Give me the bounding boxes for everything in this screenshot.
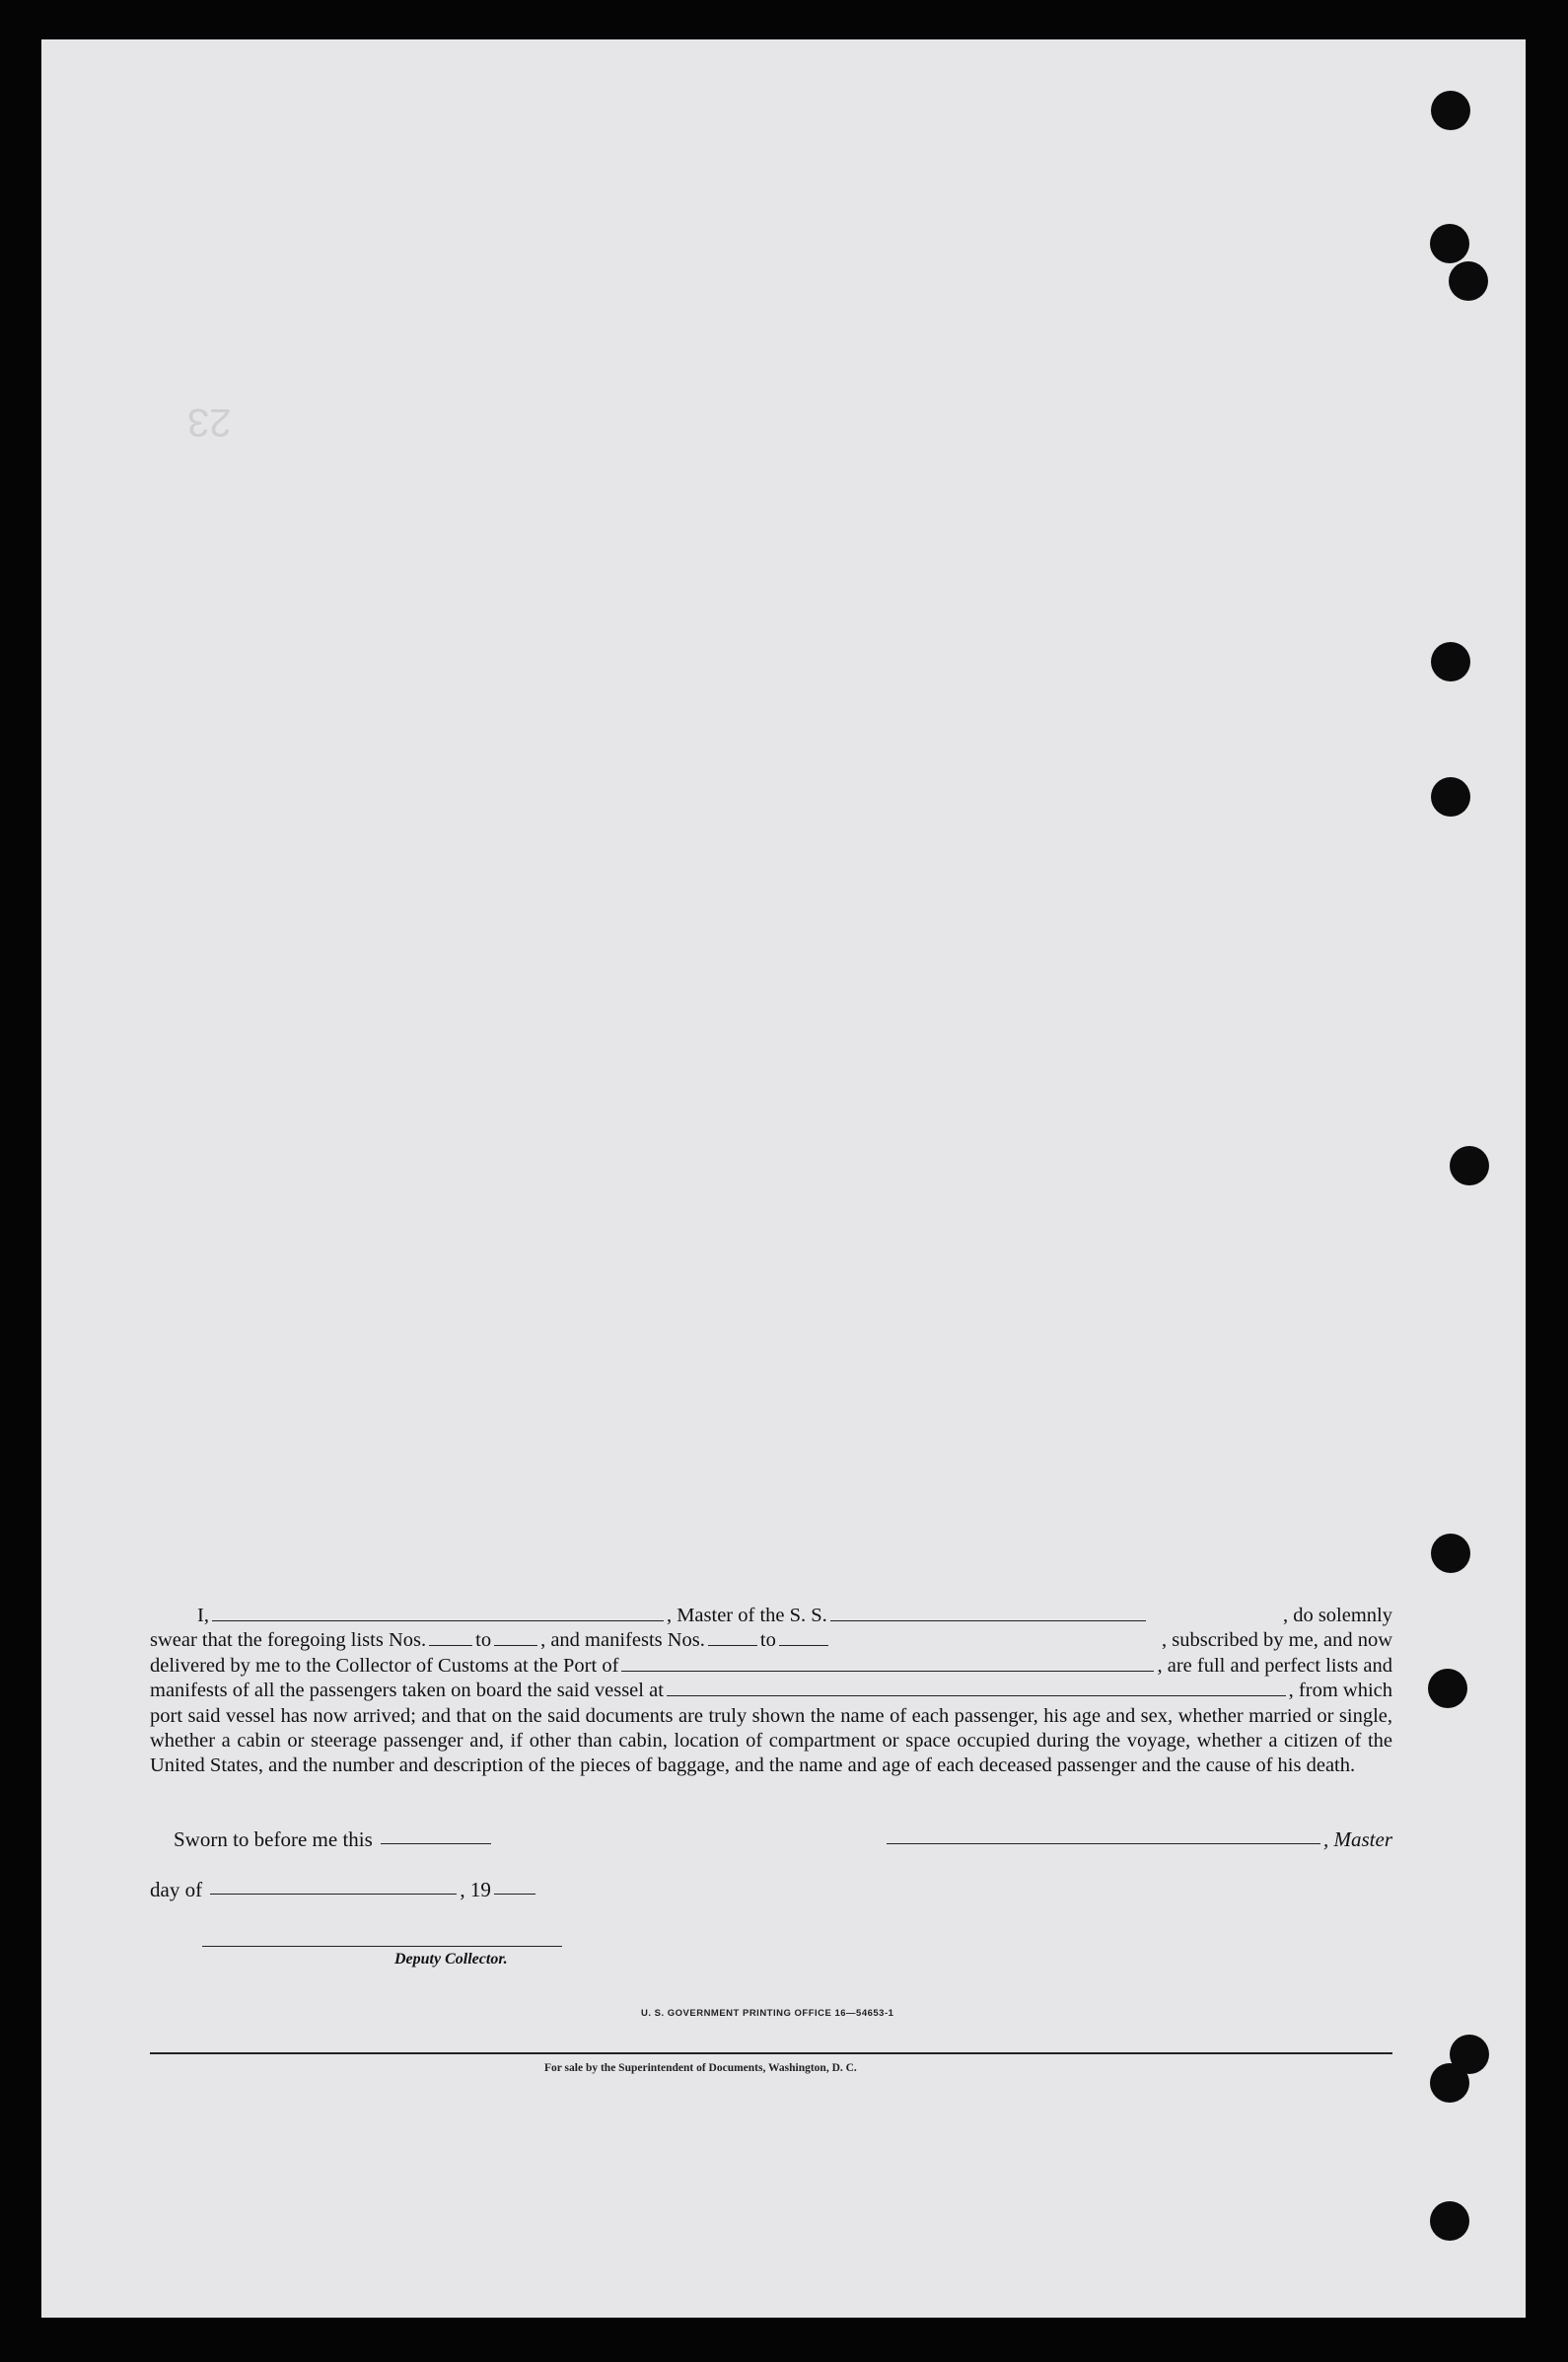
vessel-name-blank [830, 1619, 1146, 1621]
day-of-text: day of [150, 1878, 203, 1901]
month-blank [210, 1893, 457, 1895]
divider-rule [150, 2052, 1392, 2054]
sworn-day-blank [381, 1842, 491, 1844]
name-blank [212, 1619, 664, 1621]
punch-hole [1449, 261, 1488, 301]
oath-line-2 [150, 1628, 1392, 1653]
punch-hole [1431, 642, 1470, 681]
masters-oath [150, 1604, 1392, 1779]
punch-hole [1450, 1146, 1489, 1185]
manifests-to-blank [779, 1644, 828, 1646]
oath-text: swear that the foregoing lists Nos. [150, 1629, 427, 1652]
oath-line-4 [150, 1679, 1392, 1703]
oath-body: port said vessel has now arrived; and that on the said documents are truly shown the name of each passenger, his age and sex, whether married or single, whether a cabin or steerage passenger and, if other than cabin, location of compartment or space occupied during the voyage, whether a citizen of the United States, and the number and description of the pieces of baggage, and the name and age of each deceased passenger and the cause of his death. [150, 1704, 1392, 1777]
lists-from-blank [429, 1644, 472, 1646]
deputy-signature-line [202, 1946, 562, 1947]
sale-notice: For sale by the Superintendent of Documents, Washington, D. C. [544, 2062, 857, 2074]
sworn-statement [174, 1827, 494, 1852]
lists-to-blank [494, 1644, 537, 1646]
form-page [41, 39, 1526, 2318]
manifests-from-blank [708, 1644, 757, 1646]
oath-text: I, [197, 1605, 209, 1626]
oath-text: , from which [1288, 1680, 1392, 1702]
oath-text: to [759, 1629, 776, 1652]
oath-line-1 [150, 1604, 1392, 1628]
punch-hole [1430, 2201, 1469, 2241]
oath-text: , and manifests Nos. [540, 1629, 705, 1652]
master-label: , Master [1323, 1827, 1392, 1851]
punch-hole [1431, 777, 1470, 817]
year-text: , 19 [460, 1878, 491, 1901]
punch-hole [1431, 1534, 1470, 1573]
sworn-text: Sworn to before me this [174, 1827, 373, 1851]
oath-line-3 [150, 1654, 1392, 1679]
bleed-through-number: 23 [187, 400, 232, 444]
date-row [150, 1878, 538, 1902]
oath-text: manifests of all the passengers taken on board the said vessel at [150, 1680, 664, 1702]
master-signature [884, 1827, 1392, 1852]
master-signature-blank [887, 1842, 1320, 1844]
oath-text: delivered by me to the Collector of Customs at the Port of [150, 1654, 619, 1677]
port-blank [621, 1670, 1154, 1672]
oath-text: , Master of the S. S. [666, 1605, 827, 1626]
oath-text: , are full and perfect lists and [1157, 1654, 1392, 1677]
punch-hole [1431, 91, 1470, 130]
embarkation-port-blank [667, 1694, 1286, 1696]
deputy-collector-label: Deputy Collector. [394, 1951, 508, 1968]
punch-hole [1430, 2063, 1469, 2103]
oath-text: , do solemnly [1282, 1605, 1392, 1626]
oath-text: to [475, 1629, 492, 1652]
punch-hole [1430, 224, 1469, 263]
punch-hole [1428, 1669, 1467, 1708]
printer-imprint: U. S. GOVERNMENT PRINTING OFFICE 16—54653-1 [641, 2008, 894, 2019]
oath-text: , subscribed by me, and now [1162, 1629, 1392, 1652]
year-blank [494, 1893, 535, 1895]
